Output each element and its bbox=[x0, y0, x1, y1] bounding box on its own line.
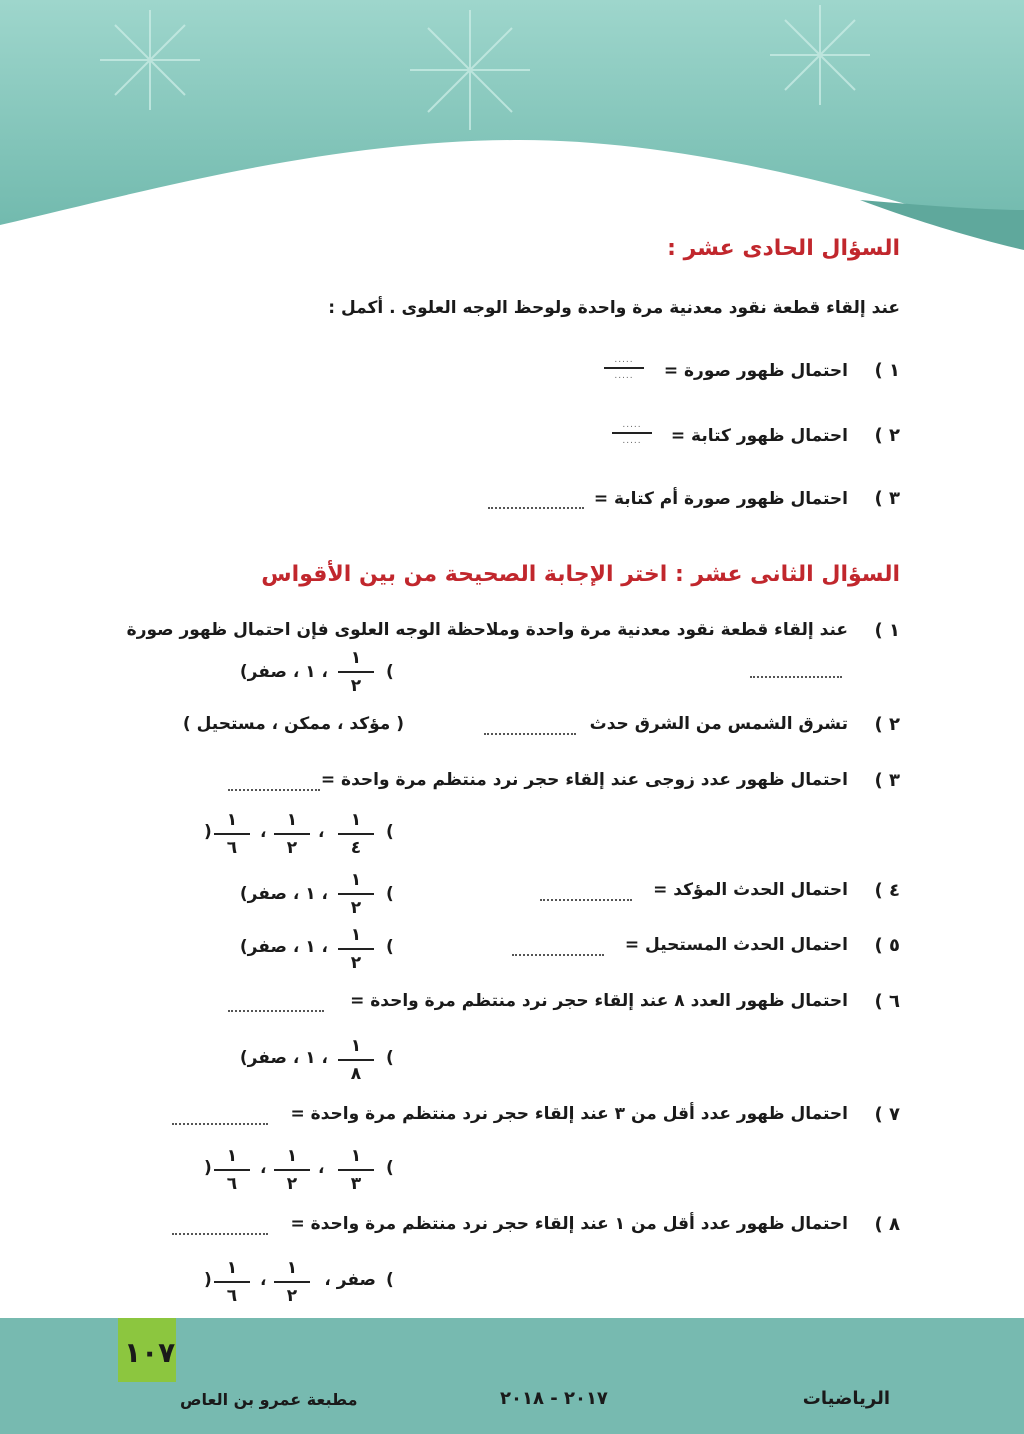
q12-item4-options: ، ١ ، صفر) bbox=[239, 884, 328, 904]
q12-item6-answer-blank[interactable] bbox=[228, 1010, 324, 1012]
q12-item4-answer-blank[interactable] bbox=[540, 899, 632, 901]
q12-item7-number: ٧ ) bbox=[874, 1104, 900, 1125]
q12-item2-options: ( مؤكد ، ممكن ، مستحيل ) bbox=[182, 714, 404, 734]
q12-item7-answer-blank[interactable] bbox=[172, 1123, 268, 1125]
q12-item8-text: احتمال ظهور عدد أقل من ١ عند إلقاء حجر نرد منتظم مرة واحدة = bbox=[290, 1214, 848, 1234]
q12-item3-close-paren: ) bbox=[204, 822, 212, 842]
q12-item6-options: ، ١ ، صفر) bbox=[239, 1048, 328, 1068]
q11-item3-number: ٣ ) bbox=[874, 488, 900, 509]
q11-item1-text: احتمال ظهور صورة = bbox=[663, 361, 848, 381]
q12-item3-frac-quarter: ١ ٤ bbox=[336, 810, 376, 858]
footer-publisher: مطبعة عمرو بن العاص bbox=[180, 1390, 358, 1409]
q12-item1-frac-half: ١ ٢ bbox=[336, 648, 376, 696]
q12-item1-options: ، ١ ، صفر) bbox=[239, 662, 328, 682]
q12-item2-text: تشرق الشمس من الشرق حدث bbox=[589, 714, 848, 734]
q12-item3-open-paren: ( bbox=[386, 822, 394, 842]
q12-item4-text: احتمال الحدث المؤكد = bbox=[653, 880, 848, 900]
q11-item2-fraction-blank: ..... ..... bbox=[612, 420, 652, 446]
q12-item8-option-zero: صفر ، bbox=[324, 1270, 376, 1290]
q12-item5-frac-half: ١ ٢ bbox=[336, 925, 376, 973]
q12-item7-comma-1: ، bbox=[318, 1158, 325, 1178]
q12-item5-options: ، ١ ، صفر) bbox=[239, 937, 328, 957]
q12-item5-answer-blank[interactable] bbox=[512, 954, 604, 956]
q12-item1-answer-blank[interactable] bbox=[750, 676, 842, 678]
q12-item8-open-paren: ( bbox=[386, 1270, 394, 1290]
q12-item6-number: ٦ ) bbox=[874, 991, 900, 1012]
q12-item3-comma-2: ، bbox=[260, 822, 267, 842]
q11-item2-number: ٢ ) bbox=[874, 425, 900, 446]
q12-item7-open-paren: ( bbox=[386, 1158, 394, 1178]
q12-item3-comma-1: ، bbox=[318, 822, 325, 842]
q12-item7-text: احتمال ظهور عدد أقل من ٣ عند إلقاء حجر نرد منتظم مرة واحدة = bbox=[290, 1104, 848, 1124]
q12-item4-number: ٤ ) bbox=[874, 880, 900, 901]
q12-title: السؤال الثانى عشر : اختر الإجابة الصحيحة من بين الأقواس bbox=[261, 562, 900, 587]
q12-item1-open-paren: ( bbox=[386, 662, 394, 682]
q12-item1-number: ١ ) bbox=[874, 620, 900, 641]
footer-subject: الرياضيات bbox=[802, 1388, 890, 1409]
q12-item6-open-paren: ( bbox=[386, 1048, 394, 1068]
q12-item8-close-paren: ) bbox=[204, 1270, 212, 1290]
q12-item7-comma-2: ، bbox=[260, 1158, 267, 1178]
q12-item2-answer-blank[interactable] bbox=[484, 733, 576, 735]
q12-item2-number: ٢ ) bbox=[874, 714, 900, 735]
q12-item7-frac-sixth: ١ ٦ bbox=[212, 1146, 252, 1194]
q12-item3-text: احتمال ظهور عدد زوجى عند إلقاء حجر نرد منتظم مرة واحدة = bbox=[320, 770, 848, 790]
q11-item1-number: ١ ) bbox=[874, 360, 900, 381]
q12-item8-answer-blank[interactable] bbox=[172, 1233, 268, 1235]
q11-item3-answer-blank[interactable] bbox=[488, 507, 584, 509]
q12-item8-frac-sixth: ١ ٦ bbox=[212, 1258, 252, 1306]
q12-item1-text: عند إلقاء قطعة نقود معدنية مرة واحدة وملاحظة الوجه العلوى فإن احتمال ظهور صورة bbox=[126, 620, 848, 640]
footer-years: ٢٠١٧ - ٢٠١٨ bbox=[500, 1388, 608, 1409]
q12-item3-number: ٣ ) bbox=[874, 770, 900, 791]
q11-title: السؤال الحادى عشر : bbox=[667, 236, 900, 261]
q12-item6-text: احتمال ظهور العدد ٨ عند إلقاء حجر نرد منتظم مرة واحدة = bbox=[350, 991, 848, 1011]
q12-item4-frac-half: ١ ٢ bbox=[336, 870, 376, 918]
q12-item8-number: ٨ ) bbox=[874, 1214, 900, 1235]
q11-item1-fraction-blank: ..... ..... bbox=[604, 355, 644, 381]
q12-item8-comma: ، bbox=[260, 1270, 267, 1290]
q12-item7-frac-half: ١ ٢ bbox=[272, 1146, 312, 1194]
page-number: ١٠٧ bbox=[124, 1336, 176, 1369]
q12-item6-frac-eighth: ١ ٨ bbox=[336, 1036, 376, 1084]
q12-item5-text: احتمال الحدث المستحيل = bbox=[624, 935, 848, 955]
q11-item2-text: احتمال ظهور كتابة = bbox=[670, 426, 848, 446]
q11-item3-text: احتمال ظهور صورة أم كتابة = bbox=[593, 489, 848, 509]
q12-item5-number: ٥ ) bbox=[874, 935, 900, 956]
q12-item7-close-paren: ) bbox=[204, 1158, 212, 1178]
header-banner bbox=[0, 0, 1024, 250]
q11-intro: عند إلقاء قطعة نقود معدنية مرة واحدة ولوحظ الوجه العلوى . أكمل : bbox=[328, 298, 900, 318]
q12-item3-frac-sixth: ١ ٦ bbox=[212, 810, 252, 858]
q12-item4-open-paren: ( bbox=[386, 884, 394, 904]
q12-item7-frac-third: ١ ٣ bbox=[336, 1146, 376, 1194]
q12-item8-frac-half: ١ ٢ bbox=[272, 1258, 312, 1306]
q12-item3-frac-half: ١ ٢ bbox=[272, 810, 312, 858]
q12-item5-open-paren: ( bbox=[386, 937, 394, 957]
q12-item3-answer-blank[interactable] bbox=[228, 789, 320, 791]
